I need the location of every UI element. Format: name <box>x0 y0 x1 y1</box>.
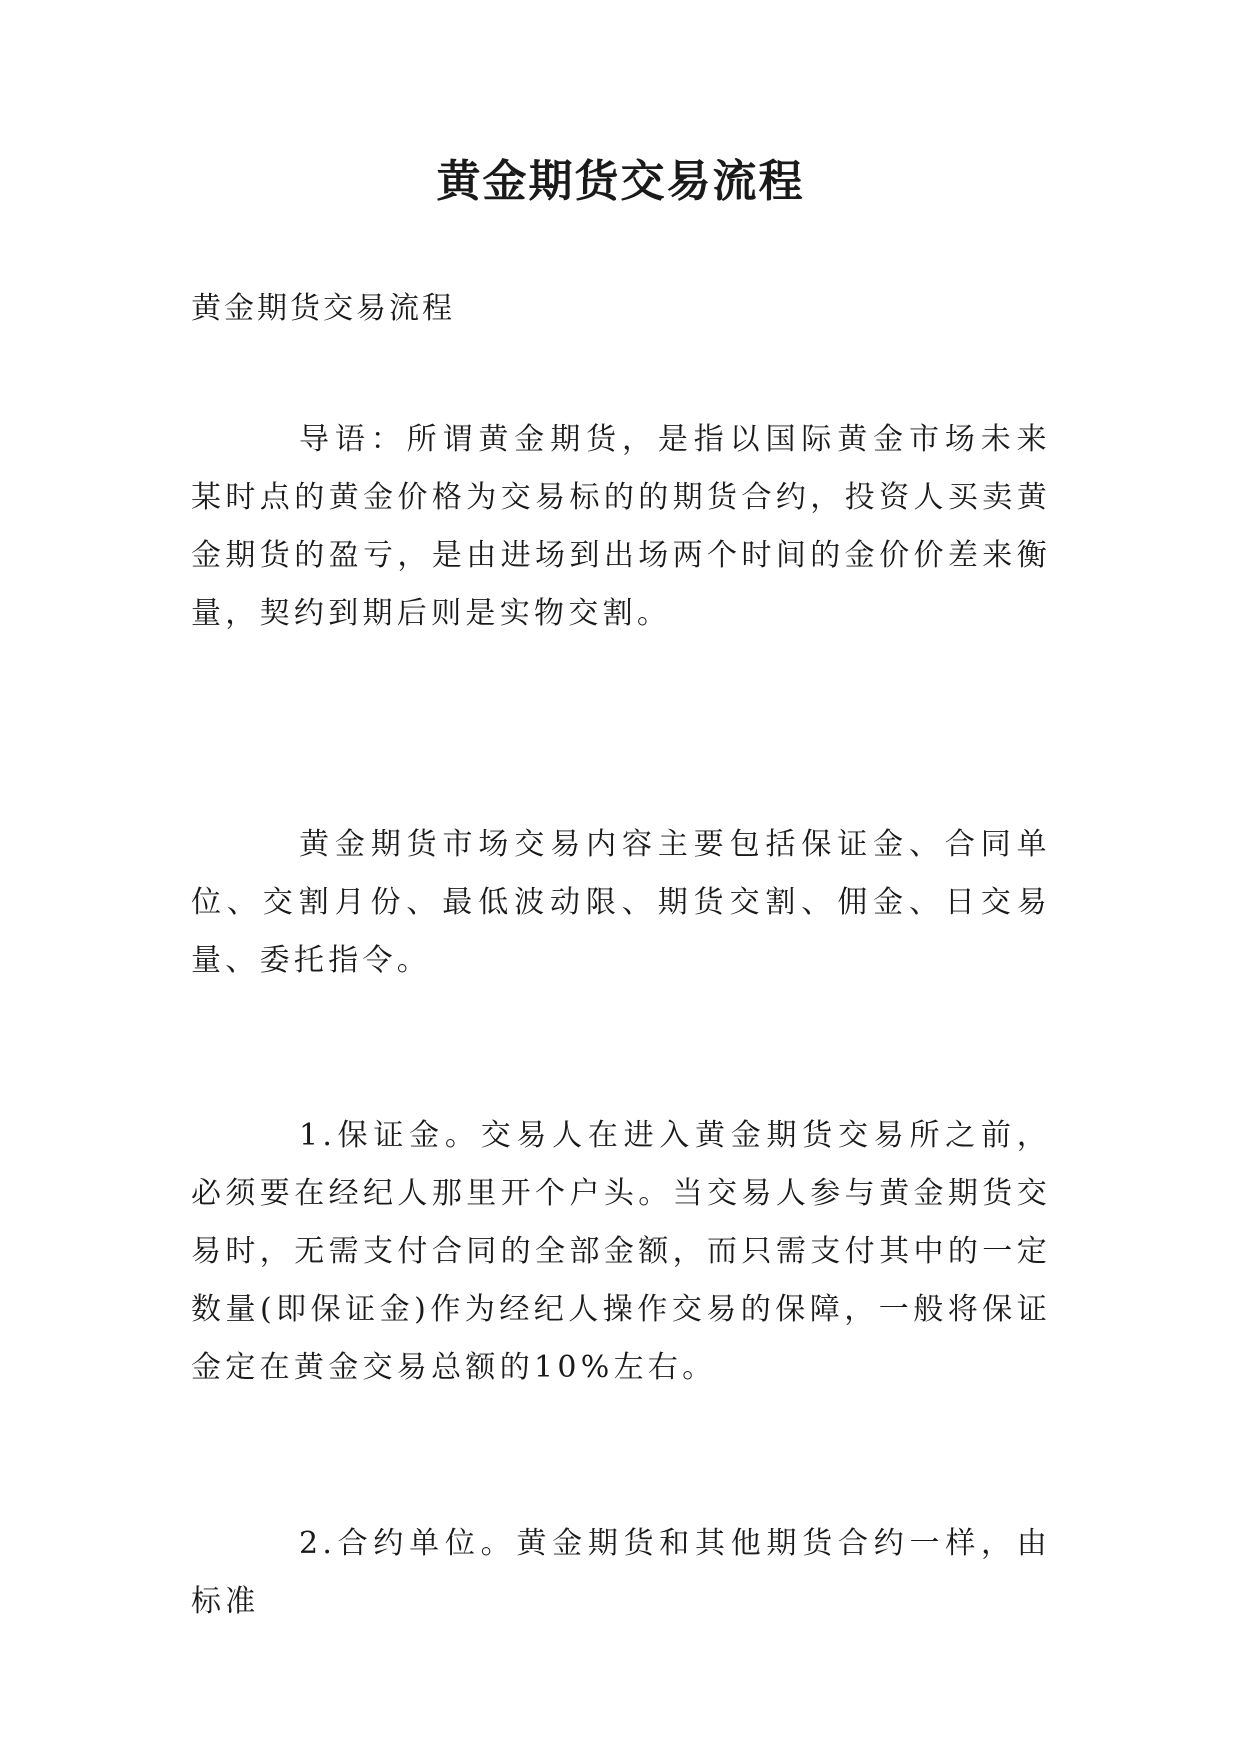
paragraph-intro: 导语：所谓黄金期货，是指以国际黄金市场未来某时点的黄金价格为交易标的的期货合约，投资人买卖黄金期货的盈亏，是由进场到出场两个时间的金价价差来衡量，契约到期后则是实物交割。 <box>191 422 1051 631</box>
paragraph-market-content: 黄金期货市场交易内容主要包括保证金、合同单位、交割月份、最低波动限、期货交割、佣金、日交易量、委托指令。 <box>191 827 1051 978</box>
document-subtitle: 黄金期货交易流程 <box>191 291 455 326</box>
paragraph-margin: 1.保证金。交易人在进入黄金期货交易所之前，必须要在经纪人那里开个户头。当交易人参与黄金期货交易时，无需支付合同的全部金额，而只需支付其中的一定数量(即保证金)作为经纪人操作交易的保障，一般将保证金定在黄金交易总额的10%左右。 <box>191 1118 1051 1385</box>
document-title: 黄金期货交易流程 <box>436 156 805 207</box>
paragraph-contract-unit: 2.合约单位。黄金期货和其他期货合约一样，由标准 <box>191 1526 1051 1619</box>
